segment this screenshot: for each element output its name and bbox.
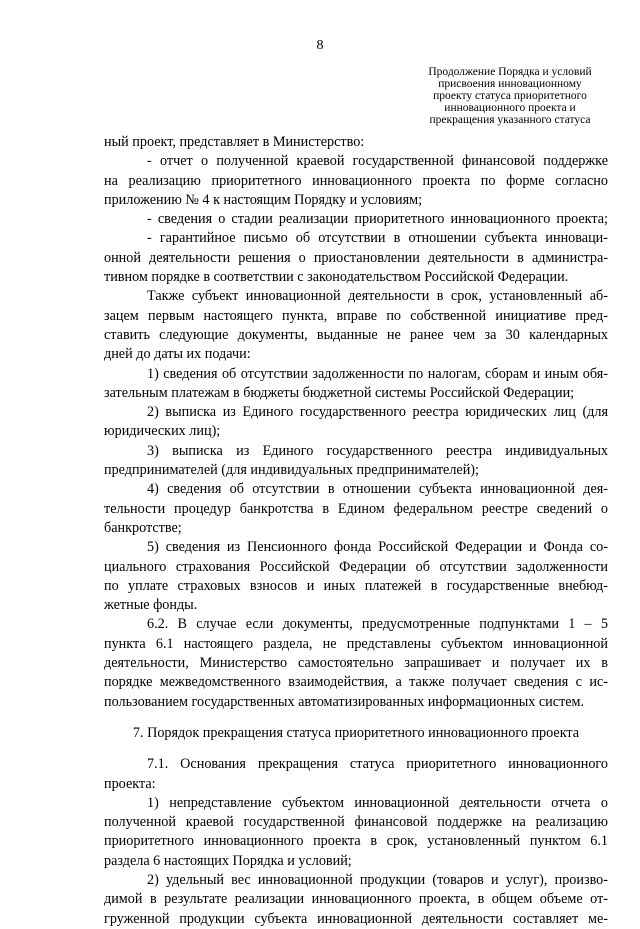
header-note-line: проекту статуса приоритетного: [433, 90, 587, 102]
header-note-line: инновационного проекта и: [444, 102, 576, 114]
text-line: банкротстве;: [104, 519, 182, 536]
text-line: приложению № 4 к настоящим Порядку и условиям;: [104, 191, 423, 208]
text-line: 2) удельный вес инновационной продукции (товаров и услуг), произво-: [147, 871, 608, 888]
text-line: 1) сведения об отсутствии задолженности по налогам, сборам и иным обя-: [147, 365, 608, 382]
text-line: 5) сведения из Пенсионного фонда Российской Федерации и Фонда со-: [147, 539, 608, 556]
header-note-line: Продолжение Порядка и условий: [428, 66, 592, 78]
text-line: раздела 6 настоящих Порядка и условий;: [104, 852, 352, 869]
text-line: - гарантийное письмо об отсутствии в отношении субъекта инноваци-: [147, 230, 608, 247]
text-line: циального страхования Российской Федерации об отсутствии задолженности: [104, 558, 608, 575]
text-line: 4) сведения об отсутствии в отношении субъекта инновационной дея-: [147, 481, 608, 498]
header-note: [392, 66, 628, 126]
text-line: юридических лиц);: [104, 423, 221, 440]
page-number: 8: [316, 38, 324, 53]
text-line: тивном порядке в соответствии с законодательством Российской Федерации.: [104, 269, 569, 286]
text-line: зательным платежам в бюджеты бюджетной системы Российской Федерации;: [104, 384, 575, 401]
text-line: димой в результате реализации инновационного проекта, в общем объеме от-: [104, 891, 608, 908]
text-line: Также субъект инновационной деятельности в срок, установленный аб-: [147, 288, 608, 305]
text-line: 6.2. В случае если документы, предусмотренные подпунктами 1 – 5: [147, 616, 608, 633]
text-line: ный проект, представляет в Министерство:: [104, 134, 365, 150]
text-line: по уплате страховых взносов и иных платежей в государственные внебюд-: [104, 577, 608, 594]
document-body: [104, 133, 608, 929]
text-line: пользованием государственных автоматизированных информационных систем.: [104, 693, 585, 710]
text-line: тельности процедур банкротства в Едином федеральном реестре сведений о: [104, 500, 608, 517]
text-line: 1) непредставление субъектом инновационной деятельности отчета о: [147, 794, 608, 811]
text-line: - отчет о полученной краевой государственной финансовой поддержке: [147, 153, 608, 170]
text-line: - сведения о стадии реализации приоритетного инновационного проекта;: [147, 211, 608, 228]
header-note-line: прекращения указанного статуса: [429, 114, 591, 126]
text-line: порядке межведомственного взаимодействия, а также получает сведения с ис-: [104, 674, 608, 691]
text-line: зацем первым настоящего пункта, вправе по собственной инициативе пред-: [104, 307, 608, 324]
text-line: онной деятельности решения о приостановлении деятельности в администра-: [104, 249, 608, 266]
text-line: пункта 6.1 настоящего раздела, не представлены субъектом инновационной: [104, 635, 608, 652]
text-line: проекта:: [104, 775, 156, 792]
text-line: 2) выписка из Единого государственного реестра юридических лиц (для: [147, 404, 608, 421]
text-line: жетные фонды.: [104, 597, 198, 614]
text-line: приоритетного инновационного проекта в срок, установленный пунктом 6.1: [104, 833, 608, 850]
text-line: 3) выписка из Единого государственного реестра индивидуальных: [147, 442, 608, 459]
text-line: полученной краевой государственной финансовой поддержке на реализацию: [104, 814, 608, 831]
text-line: 7.1. Основания прекращения статуса приоритетного инновационного: [147, 756, 608, 773]
text-line: деятельности, Министерство самостоятельно запрашивает и получает их в: [104, 655, 608, 672]
text-line: на реализацию приоритетного инновационного проекта по форме согласно: [104, 172, 608, 189]
text-line: дней до даты их подачи:: [104, 346, 251, 363]
text-line: ставить следующие документы, выданные не ранее чем за 30 календарных: [104, 326, 608, 343]
text-line: груженной продукции субъекта инновационной деятельности составляет ме-: [104, 910, 608, 927]
section-heading: 7. Порядок прекращения статуса приоритетного инновационного проекта: [132, 724, 580, 741]
header-note-line: присвоения инновационному: [438, 78, 582, 90]
text-line: предпринимателей (для индивидуальных предпринимателей);: [104, 462, 479, 479]
